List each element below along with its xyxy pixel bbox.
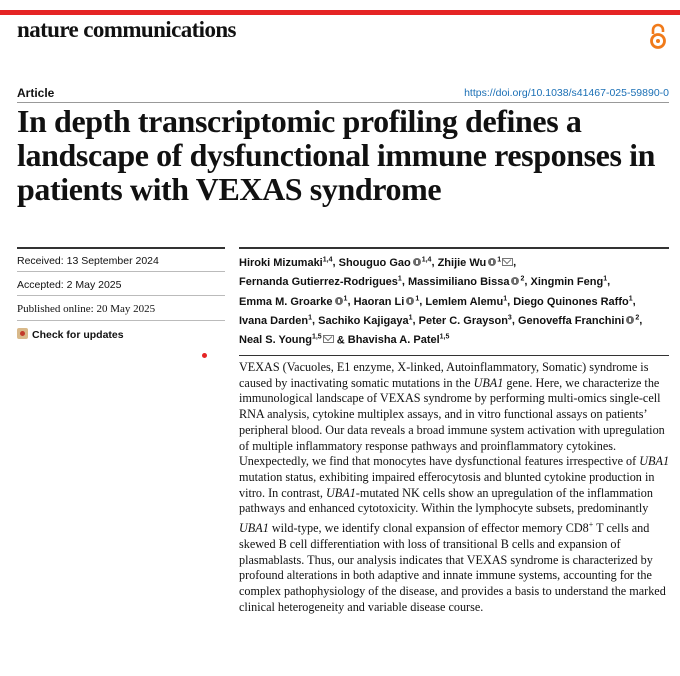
abstract bbox=[239, 360, 673, 615]
author-affiliation: 3 bbox=[507, 314, 512, 322]
meta-divider bbox=[17, 295, 225, 296]
gene-name: UBA1 bbox=[473, 375, 504, 390]
check-for-updates-button[interactable] bbox=[17, 328, 124, 341]
superscript: + bbox=[588, 520, 594, 530]
author-name[interactable]: Fernanda Gutierrez-Rodrigues$^1$ bbox=[239, 275, 402, 289]
mail-icon[interactable] bbox=[502, 258, 513, 266]
gene-name: UBA1 bbox=[639, 454, 670, 469]
abstract-text: -mutated NK cells show an upregulation of the inflammation pathways and enhanced cytotoxicity. Within the lymphocyte subsets, predominantly bbox=[239, 485, 653, 516]
abstract-text: T cells and skewed B cell differentiation with loss of transitional B cells and expansion of plasmablasts. Thus, our analysis indicates that VEXAS syndrome is characterized by profound alterations in both adaptive and innate immune systems, accounting for the complex pathophysiology of the disease, and provides a basis to understand the marked clinical heterogeneity and variable disease course. bbox=[239, 521, 666, 614]
author-affiliation: 1 bbox=[308, 314, 312, 322]
author-affiliation: 2 bbox=[520, 275, 525, 283]
author-affiliation: 1,5 bbox=[439, 333, 450, 341]
author-list: Hiroki Mizumaki$^{1,4}$, Shouguo Gao $^{1,4}$, Zhijie Wu $^1$ , Fernanda Gutierrez-Rodrigues$^1$, Massimiliano Bissa $^2$, Xingmin Feng$^1$, Emma M. Groarke $^1$, Haoran Li $^1$, Lemlem Alemu$^1$, Diego Quinones Raffo$^1$, Ivana Darden$^1$, Sachiko Kajigaya$^1$, Peter C. Grayson$^3$, Genoveffa Franchini $^2$, Neal S. Young$^{1,5}$ & Bhavisha A. Patel$^{1,5}$ bbox=[239, 256, 643, 347]
author-affiliation: 1 bbox=[397, 275, 402, 283]
published-date: Published online: 20 May 2025 bbox=[17, 303, 156, 315]
authors-top-rule bbox=[239, 247, 669, 249]
author-name[interactable]: Massimiliano Bissa $^2$ bbox=[407, 275, 525, 289]
journal-name[interactable]: nature communications bbox=[17, 17, 236, 42]
orcid-icon[interactable] bbox=[626, 316, 634, 324]
author-affiliation: 1 bbox=[603, 275, 608, 283]
top-accent-bar bbox=[0, 10, 680, 15]
abstract-top-rule bbox=[239, 355, 669, 356]
author-name[interactable]: Ivana Darden$^1$ bbox=[239, 314, 312, 328]
author-affiliation: 1 bbox=[628, 294, 633, 302]
marker-dot bbox=[202, 353, 207, 358]
author-affiliation: 1 bbox=[408, 314, 413, 322]
author-name[interactable]: Peter C. Grayson$^3$ bbox=[418, 314, 512, 328]
received-date: Received: 13 September 2024 bbox=[17, 255, 159, 267]
gene-name: UBA1 bbox=[326, 485, 356, 500]
author-name[interactable]: Hiroki Mizumaki$^{1,4}$ bbox=[239, 256, 333, 269]
author-name[interactable]: Lemlem Alemu$^1$ bbox=[425, 294, 508, 308]
author-affiliation: 1 bbox=[343, 294, 348, 302]
author-affiliation: 1 bbox=[503, 294, 508, 302]
gene-name: UBA1 bbox=[239, 521, 269, 536]
author-name[interactable]: Sachiko Kajigaya$^1$ bbox=[318, 314, 413, 328]
doi-link[interactable]: https://doi.org/10.1038/s41467-025-59890-0 bbox=[464, 87, 669, 99]
check-for-updates-icon bbox=[17, 328, 28, 339]
check-for-updates-label: Check for updates bbox=[32, 329, 124, 341]
author-name[interactable]: Shouguo Gao $^{1,4}$ bbox=[338, 256, 432, 269]
article-type: Article bbox=[17, 86, 55, 100]
author-name[interactable]: Zhijie Wu $^1$ bbox=[438, 257, 514, 269]
author-affiliation: 1 bbox=[415, 294, 420, 302]
mail-icon[interactable] bbox=[323, 335, 334, 343]
abstract-text: mutation status, exhibiting impaired efferocytosis and blunted cytokine production in vitro. In contrast, bbox=[239, 469, 655, 500]
orcid-icon[interactable] bbox=[406, 297, 414, 305]
abstract-text: wild-type, we identify clonal expansion of effector memory CD8 bbox=[268, 521, 589, 536]
author-name[interactable]: Emma M. Groarke $^1$ bbox=[239, 294, 348, 308]
author-affiliation: 2 bbox=[635, 314, 640, 322]
author-name[interactable]: Diego Quinones Raffo$^1$ bbox=[513, 294, 633, 308]
author-name[interactable]: Haoran Li $^1$ bbox=[353, 294, 420, 308]
meta-divider bbox=[17, 320, 225, 321]
orcid-icon[interactable] bbox=[488, 258, 496, 266]
author-affiliation: 1,4 bbox=[421, 256, 432, 263]
article-title: In depth transcriptomic profiling defines a landscape of dysfunctional immune responses in patients with VEXAS syndrome bbox=[17, 103, 656, 207]
orcid-icon[interactable] bbox=[511, 277, 519, 285]
abstract-text: gene. Here, we characterize the immunological landscape of VEXAS syndrome by performing multi-omics single-cell RNA analysis, cytokine multiplex assays, and in vitro functional assays on patients’ peripheral blood. Our data reveals a broad immune system activation with upregulation of multiple inflammatory response pathways and proinflammatory cytokines. Unexpectedly, we find that monocytes have dysfunctional features irrespective of bbox=[239, 375, 665, 469]
orcid-icon[interactable] bbox=[413, 258, 421, 266]
author-name[interactable]: Genoveffa Franchini $^2$ bbox=[517, 314, 640, 328]
orcid-icon[interactable] bbox=[335, 297, 343, 305]
meta-divider bbox=[17, 271, 225, 272]
accepted-date: Accepted: 2 May 2025 bbox=[17, 279, 122, 291]
author-name[interactable]: Xingmin Feng$^1$ bbox=[530, 275, 608, 289]
author-affiliation: 1,5 bbox=[311, 333, 322, 341]
author-name[interactable]: Neal S. Young$^{1,5}$ bbox=[239, 334, 334, 346]
open-access-icon bbox=[648, 22, 668, 50]
abstract-text: VEXAS (Vacuoles, E1 enzyme, X-linked, Autoinflammatory, Somatic) syndrome is caused by inactivating somatic mutations in the bbox=[239, 360, 649, 390]
meta-top-rule bbox=[17, 247, 225, 249]
author-affiliation: 1 bbox=[497, 256, 502, 263]
author-affiliation: 1,4 bbox=[322, 256, 333, 263]
author-name[interactable]: Bhavisha A. Patel$^{1,5}$ bbox=[347, 333, 450, 347]
